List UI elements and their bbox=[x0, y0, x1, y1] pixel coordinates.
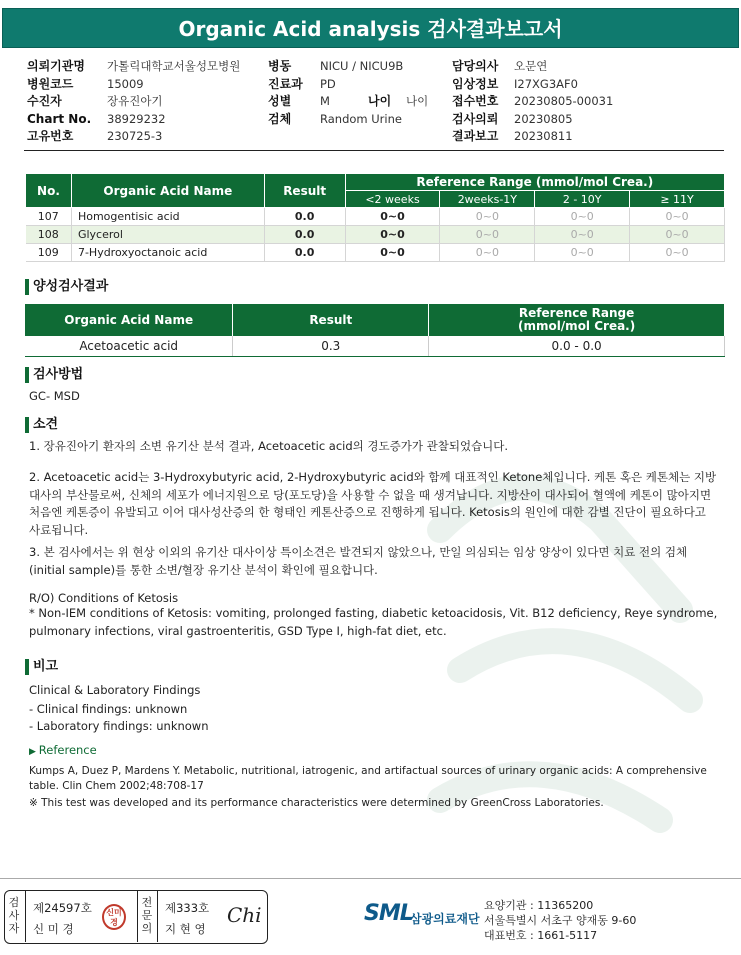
signature-divider bbox=[157, 891, 158, 942]
info-column-doctor bbox=[452, 58, 613, 146]
row-no: 108 bbox=[26, 226, 72, 244]
col-header-result: Result bbox=[233, 304, 429, 336]
info-value: 38929232 bbox=[107, 111, 166, 126]
results-header-row bbox=[26, 174, 725, 191]
info-label: 진료과 bbox=[268, 76, 303, 91]
info-row bbox=[268, 111, 428, 129]
positive-table bbox=[25, 304, 725, 357]
clinical-findings: - Clinical findings: unknown bbox=[29, 702, 188, 716]
age-value: 나이 bbox=[406, 94, 429, 108]
info-row bbox=[27, 128, 240, 146]
range-header: ≥ 11Y bbox=[630, 191, 725, 208]
ketosis-ro: R/O) Conditions of Ketosis bbox=[29, 591, 179, 605]
info-label: 검사의뢰 bbox=[452, 111, 499, 126]
positive-result: 0.3 bbox=[233, 336, 429, 356]
info-value: 가톨릭대학교서울성모병원 bbox=[107, 59, 241, 73]
info-label: 접수번호 bbox=[452, 94, 499, 108]
ketosis-note: * Non-IEM conditions of Ketosis: vomiting, prolonged fasting, diabetic ketoacidosis, Vit. B12 deficiency, Reye syndrome, pulmonary infections, viral gastroenteritis, GSD Type I, high-fat diet, etc. bbox=[29, 606, 718, 638]
positive-name: Acetoacetic acid bbox=[25, 336, 233, 356]
row-range: 0~0 bbox=[535, 244, 630, 262]
disclaimer: ※ This test was developed and its performance characteristics were determined by GreenCross Laboratories. bbox=[29, 797, 604, 809]
triangle-icon: ▶ bbox=[29, 747, 39, 757]
lab-phone: 대표번호 : 1661-5117 bbox=[484, 929, 598, 942]
method-value: GC- MSD bbox=[29, 389, 80, 403]
row-range: 0~0 bbox=[535, 226, 630, 244]
col-header-name: Organic Acid Name bbox=[71, 174, 264, 208]
reference-heading bbox=[29, 742, 97, 761]
positive-header-row bbox=[25, 304, 725, 336]
row-name: Glycerol bbox=[71, 226, 264, 244]
col-header-name: Organic Acid Name bbox=[25, 304, 233, 336]
info-row bbox=[452, 111, 613, 129]
examiner-license: 제24597호 bbox=[33, 901, 92, 915]
row-range: 0~0 bbox=[345, 244, 440, 262]
row-name: Homogentisic acid bbox=[71, 208, 264, 226]
info-value: Random Urine bbox=[320, 111, 402, 126]
info-row bbox=[452, 76, 613, 94]
info-label: 수진자 bbox=[27, 94, 62, 108]
info-row bbox=[27, 76, 240, 94]
info-label: Chart No. bbox=[27, 111, 92, 126]
row-range: 0~0 bbox=[345, 226, 440, 244]
table-row bbox=[26, 244, 725, 262]
findings-title: Clinical & Laboratory Findings bbox=[29, 683, 201, 697]
row-no: 109 bbox=[26, 244, 72, 262]
range-header: 2weeks-1Y bbox=[440, 191, 535, 208]
info-row bbox=[268, 76, 428, 94]
info-label: 임상정보 bbox=[452, 76, 499, 91]
info-label: 의뢰기관명 bbox=[27, 59, 85, 73]
info-value: 장유진아기 bbox=[107, 94, 163, 108]
info-label: 담당의사 bbox=[452, 59, 499, 73]
table-row bbox=[26, 208, 725, 226]
footer-divider bbox=[0, 878, 741, 879]
positive-reference: 0.0 - 0.0 bbox=[429, 336, 725, 356]
info-row bbox=[27, 111, 240, 129]
info-label: 고유번호 bbox=[27, 129, 74, 143]
age-label: 나이 bbox=[368, 94, 392, 108]
info-value: 15009 bbox=[107, 76, 144, 91]
reference-heading-label: Reference bbox=[38, 743, 97, 757]
table-row bbox=[25, 336, 725, 356]
laboratory-findings: - Laboratory findings: unknown bbox=[29, 719, 209, 733]
sml-logo-mark: SML bbox=[364, 901, 413, 926]
info-value: I27XG3AF0 bbox=[514, 76, 578, 91]
row-name: 7-Hydroxyoctanoic acid bbox=[71, 244, 264, 262]
ref-header-line1: Reference Range bbox=[518, 306, 635, 320]
row-range: 0~0 bbox=[345, 208, 440, 226]
signature-divider bbox=[25, 891, 26, 942]
info-row bbox=[452, 58, 613, 76]
row-result: 0.0 bbox=[264, 226, 345, 244]
info-label: 성별 bbox=[268, 94, 292, 108]
info-value: 230725-3 bbox=[107, 129, 163, 143]
section-heading-method: 검사방법 bbox=[25, 366, 83, 384]
info-row bbox=[452, 128, 613, 146]
reference-citation: Kumps A, Duez P, Mardens Y. Metabolic, nutritional, iatrogenic, and artifactual sources of urinary organic acids: A comprehensive table. Clin Chem 2002;48:708-17 bbox=[29, 765, 707, 792]
opinion-paragraph-1: 1. 장유진아기 환자의 소변 유기산 분석 결과, Acetoacetic acid의 경도증가가 관찰되었습니다. bbox=[29, 439, 509, 453]
range-header: 2 - 10Y bbox=[535, 191, 630, 208]
lab-code: 요양기관 : 11365200 bbox=[484, 899, 594, 912]
info-column-requester bbox=[27, 58, 240, 146]
handwritten-signature: Chi bbox=[227, 903, 262, 927]
info-label: 병동 bbox=[268, 59, 292, 73]
opinion-paragraph-3: 3. 본 검사에서는 위 현상 이외의 유기산 대사이상 특이소견은 발견되지 않았으나, 만일 의심되는 임상 양상이 있다면 치료 전의 검체(initial sample)를 통한 소변/혈장 유기산 분석이 확인에 필요합니다. bbox=[29, 545, 688, 577]
ref-header-line2: (mmol/mol Crea.) bbox=[517, 319, 636, 333]
specialist-license: 제333호 bbox=[165, 901, 210, 915]
row-result: 0.0 bbox=[264, 244, 345, 262]
row-range: 0~0 bbox=[440, 208, 535, 226]
row-result: 0.0 bbox=[264, 208, 345, 226]
table-row bbox=[26, 226, 725, 244]
row-no: 107 bbox=[26, 208, 72, 226]
info-row bbox=[27, 93, 240, 111]
row-range: 0~0 bbox=[440, 226, 535, 244]
lab-contact bbox=[484, 898, 636, 943]
row-range: 0~0 bbox=[535, 208, 630, 226]
lab-name: 삼광의료재단 bbox=[410, 912, 480, 926]
signature-divider bbox=[137, 891, 138, 942]
examiner-label: 검사자 bbox=[8, 896, 20, 935]
lab-address: 서울특별시 서초구 양재동 9-60 bbox=[484, 914, 637, 927]
info-value: NICU / NICU9B bbox=[320, 59, 404, 73]
info-value: M bbox=[320, 94, 330, 108]
col-header-result: Result bbox=[264, 174, 345, 208]
row-range: 0~0 bbox=[440, 244, 535, 262]
col-header-reference: Reference Range (mmol/mol Crea.) bbox=[345, 174, 724, 191]
info-label: 병원코드 bbox=[27, 76, 74, 91]
report-title: Organic Acid analysis 검사결과보고서 bbox=[2, 8, 739, 48]
info-value: 20230805-00031 bbox=[514, 94, 614, 108]
info-value: PD bbox=[320, 76, 336, 91]
section-heading-remarks: 비고 bbox=[25, 658, 58, 676]
info-value: 오문연 bbox=[514, 59, 548, 73]
section-heading-positive: 양성검사결과 bbox=[25, 278, 108, 296]
info-column-ward bbox=[268, 58, 428, 128]
info-row bbox=[268, 58, 428, 76]
row-range: 0~0 bbox=[630, 208, 725, 226]
specialist-label: 전문의 bbox=[141, 896, 153, 935]
results-table bbox=[25, 173, 725, 262]
info-value: 20230805 bbox=[514, 111, 573, 126]
row-range: 0~0 bbox=[630, 226, 725, 244]
info-row bbox=[27, 58, 240, 76]
info-divider bbox=[24, 150, 724, 151]
section-heading-opinion: 소견 bbox=[25, 416, 58, 434]
col-header-no: No. bbox=[26, 174, 72, 208]
col-header-reference bbox=[429, 304, 725, 336]
info-label: 검체 bbox=[268, 111, 292, 126]
specialist-name: 지 현 영 bbox=[165, 922, 206, 936]
info-row bbox=[452, 93, 613, 111]
range-header: <2 weeks bbox=[345, 191, 440, 208]
info-row bbox=[268, 93, 428, 111]
info-label: 결과보고 bbox=[452, 129, 499, 143]
examiner-seal: 신미경 bbox=[102, 904, 126, 930]
row-range: 0~0 bbox=[630, 244, 725, 262]
info-value: 20230811 bbox=[514, 129, 573, 143]
examiner-name: 신 미 경 bbox=[33, 922, 74, 936]
opinion-paragraph-2: 2. Acetoacetic acid는 3-Hydroxybutyric acid, 2-Hydroxybutyric acid와 함께 대표적인 Ketone체입니다. 케톤 혹은 케톤체는 지방 대사의 부산물로써, 신체의 세포가 에너지원으로 당(포도당)을 사용할 수 없을 때 생겨납니다. 지방산이 대사되어 혈액에 케톤이 많아지면 처음엔 케톤증이 유발되고 이어 대사성산증의 한 형태인 케톤산증으로 진행하게 됩니다. Ketosis의 원인에 대한 감별 진단이 필요하다고 사료됩니다. bbox=[29, 470, 717, 537]
signature-box bbox=[4, 890, 268, 944]
